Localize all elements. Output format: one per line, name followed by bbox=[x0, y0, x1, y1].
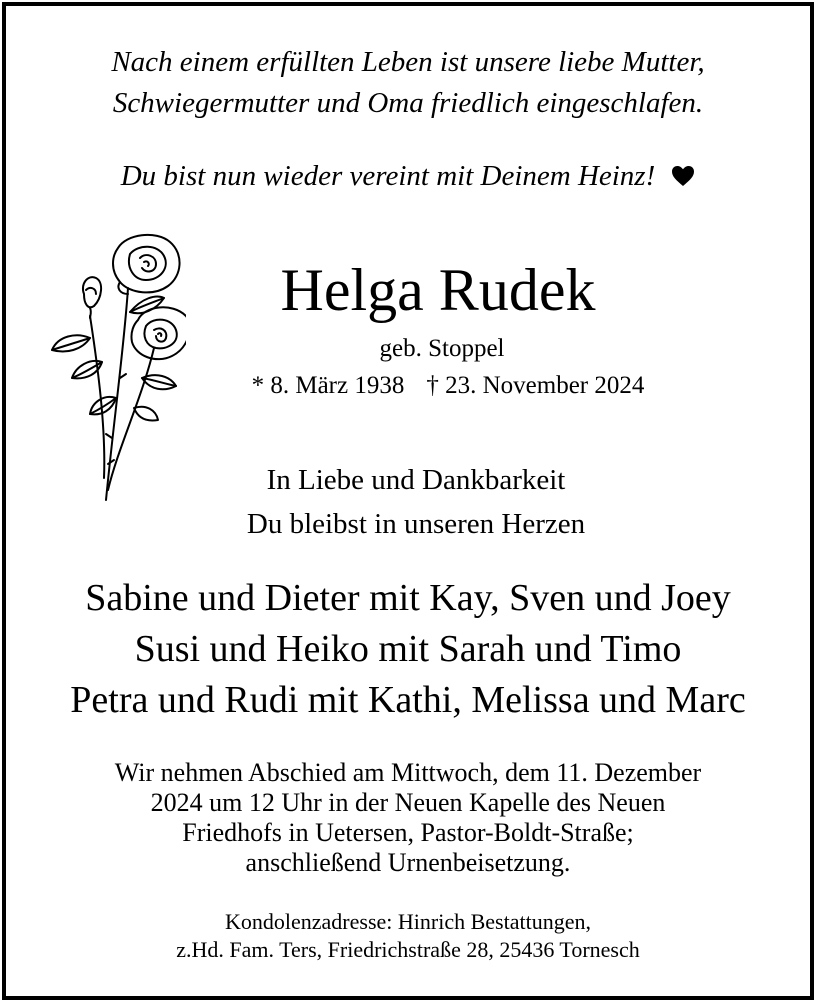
reunion-text: Du bist nun wieder vereint mit Deinem Heinz! bbox=[120, 160, 656, 192]
service-line-1: Wir nehmen Abschied am Mittwoch, dem 11. Dezember bbox=[114, 758, 702, 787]
life-dates bbox=[46, 370, 814, 402]
dedication-line-2: Du bleibst in unseren Herzen bbox=[246, 508, 586, 540]
family-line-3: Petra und Rudi mit Kathi, Melissa und Marc bbox=[70, 679, 746, 721]
service-line-2: 2024 um 12 Uhr in der Neuen Kapelle des Neuen bbox=[150, 788, 666, 817]
birth-date: * 8. März 1938 bbox=[251, 372, 405, 399]
deceased-name: Helga Rudek bbox=[280, 257, 596, 323]
dedication-line-1: In Liebe und Dankbarkeit bbox=[266, 464, 566, 496]
intro-line-3 bbox=[6, 158, 810, 194]
service-line-3: Friedhofs in Uetersen, Pastor-Boldt-Straße; bbox=[182, 818, 634, 847]
obituary-notice bbox=[2, 2, 814, 1000]
condolence-line-2: z.Hd. Fam. Ters, Friedrichstraße 28, 25436 Tornesch bbox=[176, 937, 640, 962]
family-line-2: Susi und Heiko mit Sarah und Timo bbox=[134, 628, 682, 670]
birth-name: geb. Stoppel bbox=[379, 335, 505, 362]
service-line-4: anschließend Urnenbeisetzung. bbox=[245, 848, 571, 877]
heart-icon bbox=[671, 165, 695, 187]
intro-line-1: Nach einem erfüllten Leben ist unsere liebe Mutter, bbox=[111, 46, 705, 78]
condolence-line-1: Kondolenzadresse: Hinrich Bestattungen, bbox=[225, 909, 591, 934]
family-line-1: Sabine und Dieter mit Kay, Sven und Joey bbox=[85, 577, 731, 619]
death-date: † 23. November 2024 bbox=[426, 372, 645, 399]
intro-line-2: Schwiegermutter und Oma friedlich eingeschlafen. bbox=[112, 87, 704, 119]
